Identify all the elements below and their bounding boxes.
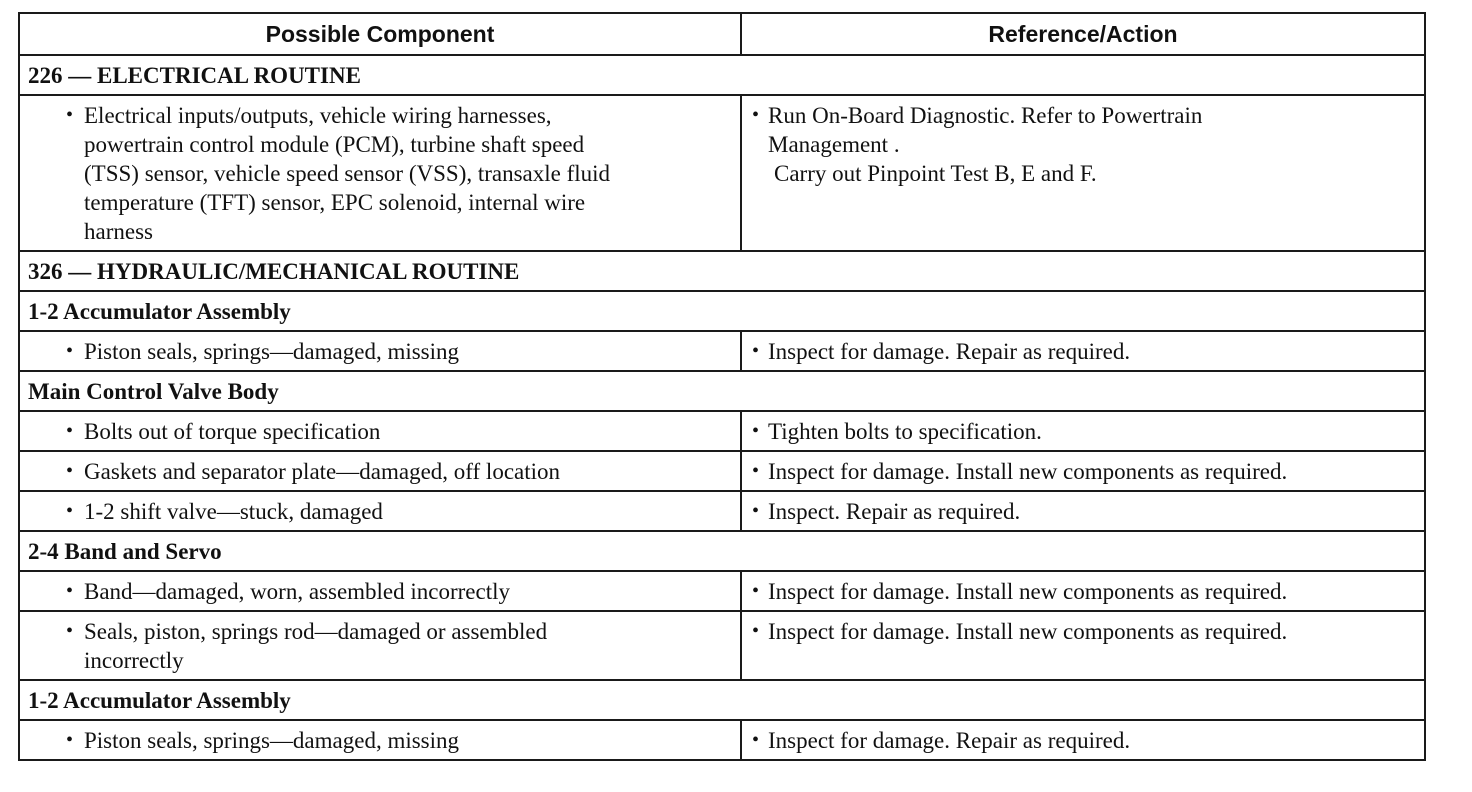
bullet-icon: • bbox=[66, 500, 74, 522]
component-text: Bolts out of torque specification bbox=[84, 419, 381, 444]
bullet-icon: • bbox=[752, 420, 760, 442]
table-row bbox=[19, 331, 1425, 371]
bullet-icon: • bbox=[66, 340, 74, 362]
action-line: Management . bbox=[768, 132, 900, 157]
component-cell bbox=[19, 331, 741, 371]
subsection-band-and-servo: 2-4 Band and Servo bbox=[19, 531, 1425, 571]
component-text: Gaskets and separator plate—damaged, off location bbox=[84, 459, 561, 484]
action-cell bbox=[741, 611, 1425, 680]
action-line: Run On-Board Diagnostic. Refer to Powertrain bbox=[768, 103, 1203, 128]
section-row bbox=[19, 680, 1425, 720]
action-text: Inspect for damage. Install new components as required. bbox=[768, 459, 1288, 484]
bullet-icon: • bbox=[66, 420, 74, 442]
action-text: Inspect for damage. Repair as required. bbox=[768, 728, 1131, 753]
table-row bbox=[19, 571, 1425, 611]
bullet-icon: • bbox=[752, 620, 760, 642]
component-cell bbox=[19, 95, 741, 251]
action-cell bbox=[741, 571, 1425, 611]
action-text: Inspect for damage. Install new components as required. bbox=[768, 579, 1288, 604]
bullet-icon: • bbox=[66, 620, 74, 642]
subsection-main-control-valve-body: Main Control Valve Body bbox=[19, 371, 1425, 411]
action-cell bbox=[741, 720, 1425, 760]
action-cell bbox=[741, 491, 1425, 531]
bullet-icon: • bbox=[752, 340, 760, 362]
component-line: temperature (TFT) sensor, EPC solenoid, internal wire bbox=[84, 190, 586, 215]
component-line: Seals, piston, springs rod—damaged or assembled bbox=[84, 619, 548, 644]
action-text: Inspect for damage. Install new components as required. bbox=[768, 619, 1288, 644]
section-hydraulic-mechanical-routine: 326 — HYDRAULIC/MECHANICAL ROUTINE bbox=[19, 251, 1425, 291]
subsection-accumulator: 1-2 Accumulator Assembly bbox=[19, 680, 1425, 720]
component-line: harness bbox=[84, 219, 153, 244]
component-text: Band—damaged, worn, assembled incorrectly bbox=[84, 579, 511, 604]
component-cell bbox=[19, 451, 741, 491]
component-cell bbox=[19, 720, 741, 760]
component-text: Piston seals, springs—damaged, missing bbox=[84, 728, 460, 753]
bullet-icon: • bbox=[66, 729, 74, 751]
table-row bbox=[19, 491, 1425, 531]
section-row bbox=[19, 531, 1425, 571]
section-row bbox=[19, 291, 1425, 331]
action-line: Carry out Pinpoint Test B, E and F. bbox=[774, 161, 1097, 186]
bullet-icon: • bbox=[752, 580, 760, 602]
component-text: Piston seals, springs—damaged, missing bbox=[84, 339, 460, 364]
bullet-icon: • bbox=[752, 460, 760, 482]
diagnosis-table bbox=[18, 12, 1426, 761]
action-text: Inspect. Repair as required. bbox=[768, 499, 1021, 524]
bullet-icon: • bbox=[752, 104, 760, 126]
component-line: powertrain control module (PCM), turbine shaft speed bbox=[84, 132, 585, 157]
bullet-icon: • bbox=[752, 729, 760, 751]
column-header-action: Reference/Action bbox=[741, 13, 1425, 55]
table-row bbox=[19, 720, 1425, 760]
table-header-row bbox=[19, 13, 1425, 55]
bullet-icon: • bbox=[66, 104, 74, 126]
table-row bbox=[19, 451, 1425, 491]
action-text: Tighten bolts to specification. bbox=[768, 419, 1042, 444]
section-row bbox=[19, 371, 1425, 411]
table-row bbox=[19, 611, 1425, 680]
action-text: Inspect for damage. Repair as required. bbox=[768, 339, 1131, 364]
component-cell bbox=[19, 571, 741, 611]
section-row bbox=[19, 251, 1425, 291]
table-row bbox=[19, 411, 1425, 451]
section-row bbox=[19, 55, 1425, 95]
action-cell bbox=[741, 411, 1425, 451]
component-text: 1-2 shift valve—stuck, damaged bbox=[84, 499, 383, 524]
component-line: Electrical inputs/outputs, vehicle wiring harnesses, bbox=[84, 103, 552, 128]
component-line: (TSS) sensor, vehicle speed sensor (VSS), transaxle fluid bbox=[84, 161, 611, 186]
action-cell bbox=[741, 331, 1425, 371]
bullet-icon: • bbox=[66, 460, 74, 482]
column-header-component: Possible Component bbox=[19, 13, 741, 55]
subsection-accumulator: 1-2 Accumulator Assembly bbox=[19, 291, 1425, 331]
component-cell bbox=[19, 491, 741, 531]
component-line: incorrectly bbox=[84, 648, 184, 673]
action-cell bbox=[741, 451, 1425, 491]
section-electrical-routine: 226 — ELECTRICAL ROUTINE bbox=[19, 55, 1425, 95]
table-row bbox=[19, 95, 1425, 251]
action-cell bbox=[741, 95, 1425, 251]
component-cell bbox=[19, 611, 741, 680]
component-cell bbox=[19, 411, 741, 451]
diagnosis-table-page bbox=[18, 12, 1424, 761]
bullet-icon: • bbox=[66, 580, 74, 602]
bullet-icon: • bbox=[752, 500, 760, 522]
